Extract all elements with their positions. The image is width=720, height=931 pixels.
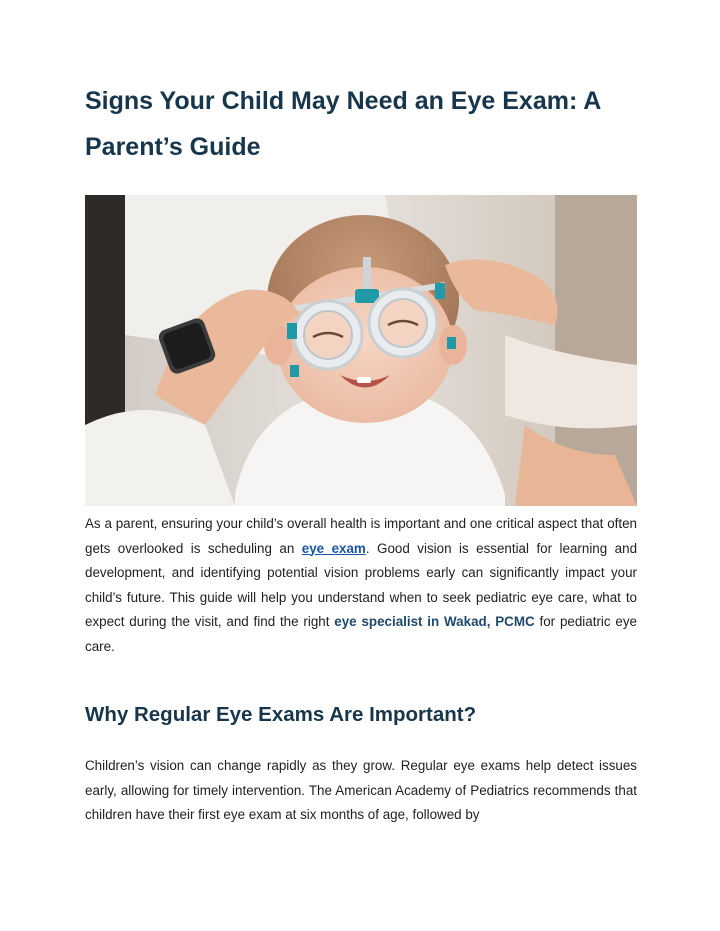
eye-specialist-link[interactable]: eye specialist in Wakad, PCMC	[334, 614, 535, 629]
intro-text-2: . Good vision is essential for learning and development, and identifying potential vision problems early can significantly impact your child’s future. This guide will help you understand when to seek pediatric eye care, what to expect during the visit, and find the right	[85, 540, 638, 629]
child-eye-exam-photo	[85, 195, 637, 506]
intro-text-1: As a parent, ensuring your child’s overall health is important and one critical aspect that often gets overlooked is scheduling an	[85, 516, 637, 556]
page-title: Signs Your Child May Need an Eye Exam: A Parent’s Guide	[85, 87, 601, 161]
section-heading: Why Regular Eye Exams Are Important?	[85, 703, 477, 726]
eye-exam-link[interactable]: eye exam	[301, 540, 366, 556]
intro-paragraph	[85, 512, 637, 659]
section-paragraph: Children’s vision can change rapidly as they grow. Regular eye exams help detect issues early, allowing for timely intervention. The American Academy of Pediatrics recommends that children have their first eye exam at six months of age, followed by	[85, 758, 637, 822]
intro-text-3: for pediatric eye care.	[85, 614, 637, 654]
hero-image	[85, 195, 637, 506]
